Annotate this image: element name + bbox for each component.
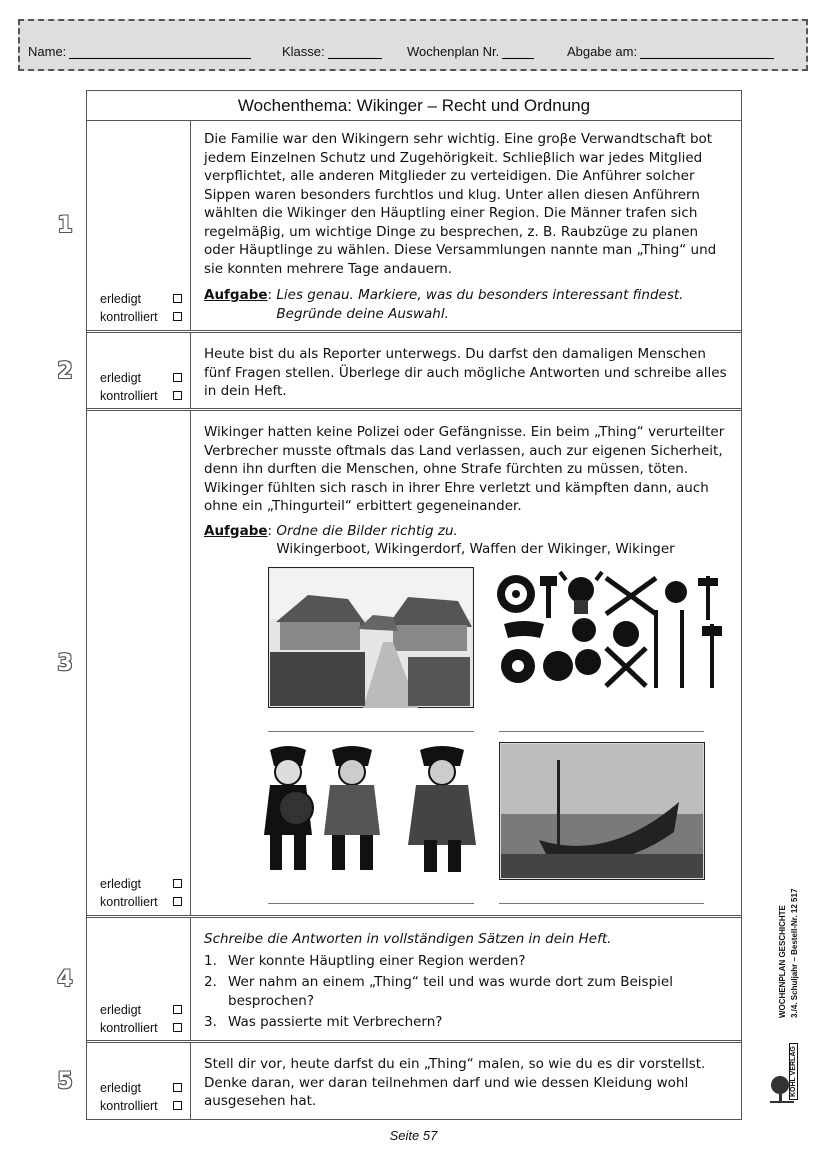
checked-checkbox[interactable] [173,1023,182,1032]
due-date-field[interactable]: Abgabe am: [567,44,774,59]
task-3-content [204,423,732,559]
name-field[interactable]: Name: [28,44,251,59]
column-divider [190,1043,191,1120]
checked-checkbox[interactable] [173,312,182,321]
done-checkbox[interactable] [173,1005,182,1014]
status-checklist: erledigt kontrolliert [100,875,182,911]
column-divider [190,411,191,915]
row-divider [86,330,742,333]
checked-checkbox[interactable] [173,897,182,906]
page-number: Seite 57 [389,1128,438,1143]
weapons-illustration [496,570,728,688]
checked-checkbox[interactable] [173,391,182,400]
list-item: 2. Wer nahm an einem „Thing“ teil und was wurde dort zum Beispiel besprochen? [204,974,673,1009]
status-checklist: erledigt kontrolliert [100,369,182,405]
aufgabe-label: Aufgabe [204,287,268,303]
task-number: 1 [57,213,73,238]
viking-ship-photo [499,742,705,880]
class-field[interactable]: Klasse: [282,44,382,59]
plan-number-field[interactable]: Wochenplan Nr. [407,44,534,59]
page-title: Wochenthema: Wikinger – Recht und Ordnung [86,90,742,121]
aufgabe: Aufgabe: Lies genau. Markiere, was du besonders interessant findest. Begründe deine Auswahl. [204,286,732,323]
column-divider [190,918,191,1040]
aufgabe-label: Aufgabe [204,522,268,539]
tree-logo-icon [768,1074,798,1104]
vikings-illustration [240,740,490,880]
task-2-content: Heute bist du als Reporter unterwegs. Du darfst den damaligen Menschen fünf Fragen stellen. Überlege dir auch mögliche Antworten und schreibe alles in dein Heft. [204,346,727,399]
status-checklist: erledigt kontrolliert [100,290,182,326]
publisher-logo: KOHL VERLAG [789,1043,798,1100]
status-checklist: erledigt kontrolliert [100,1001,182,1037]
aufgabe: Aufgabe: Ordne die Bilder richtig zu. Wikingerboot, Wikingerdorf, Waffen der Wikinger, Wikinger [204,522,675,557]
list-item: 3. Was passierte mit Verbrechern? [204,1014,443,1030]
row-divider [86,1040,742,1043]
done-checkbox[interactable] [173,1083,182,1092]
order-info: 3./4. Schuljahr – Bestell-Nr. 12 517 [790,888,799,1018]
row-divider [86,408,742,411]
answer-line[interactable] [499,903,704,904]
village-photo [268,567,474,708]
status-checklist: erledigt kontrolliert [100,1079,182,1115]
task-number: 2 [57,359,73,384]
task-5-content: Stell dir vor, heute darfst du ein „Thing“ malen, so wie du es dir vorstellst. Denke daran, wer daran teilnehmen darf und wie dessen Kleidung wohl ausgesehen hat. [204,1056,706,1109]
column-divider [190,333,191,408]
task-text: Die Familie war den Wikingern sehr wichtig. Eine groβe Verwandtschaft bot jedem Einzelnen Schutz und Zugehörigkeit. Schlieβlich war jedes Mitglied verpflichtet, alle anderen Mitglieder zu verteidigen. Die Anführer solcher Sippen waren besonders furchtlos und klug. Unter allen diesen Anführern wählten die Wikinger den Häuptling einer Region. Die Männer trafen sich regelmäβig, um wichtige Dinge zu besprechen, z. B. Raubzüge zu planen oder Häuptlinge zu wählen. Diese Versammlungen nannte man „Thing“ und sie konnten mehrere Tage andauern. [204,131,717,277]
done-checkbox[interactable] [173,879,182,888]
column-divider [190,121,191,330]
checked-checkbox[interactable] [173,1101,182,1110]
word-bank: Wikingerboot, Wikingerdorf, Waffen der Wikinger, Wikinger [276,541,675,557]
done-checkbox[interactable] [173,373,182,382]
task-4-content [204,930,732,1032]
row-divider [86,915,742,918]
aufgabe-text: Ordne die Bilder richtig zu. [276,522,458,539]
task-number: 5 [57,1069,73,1094]
answer-line[interactable] [268,903,474,904]
task-text: Wikinger hatten keine Polizei oder Gefängnisse. Ein beim „Thing“ verurteilter Verbrecher musste oftmals das Land verlassen, auch zur eigenen Sicherheit, denn ihn durften die Menschen, ohne Strafe fürchten zu müssen, töten. Wikinger fühlten sich rasch in ihrer Ehre verletzt und kämpften dann, auch ohne ein „Thingurteil“ erbittert gegeneinander. [204,424,725,514]
answer-line[interactable] [499,731,704,732]
question-list [204,952,732,1032]
task-1-content [204,130,732,323]
task-number: 3 [57,651,73,676]
done-checkbox[interactable] [173,294,182,303]
answer-line[interactable] [268,731,474,732]
task-intro: Schreibe die Antworten in vollständigen Sätzen in dein Heft. [204,931,612,947]
task-number: 4 [57,967,73,992]
series-title: WOCHENPLAN GESCHICHTE [778,905,787,1018]
aufgabe-text: Lies genau. Markiere, was du besonders interessant findest. Begründe deine Auswahl. [276,287,684,322]
list-item: 1. Wer konnte Häuptling einer Region werden? [204,952,526,969]
